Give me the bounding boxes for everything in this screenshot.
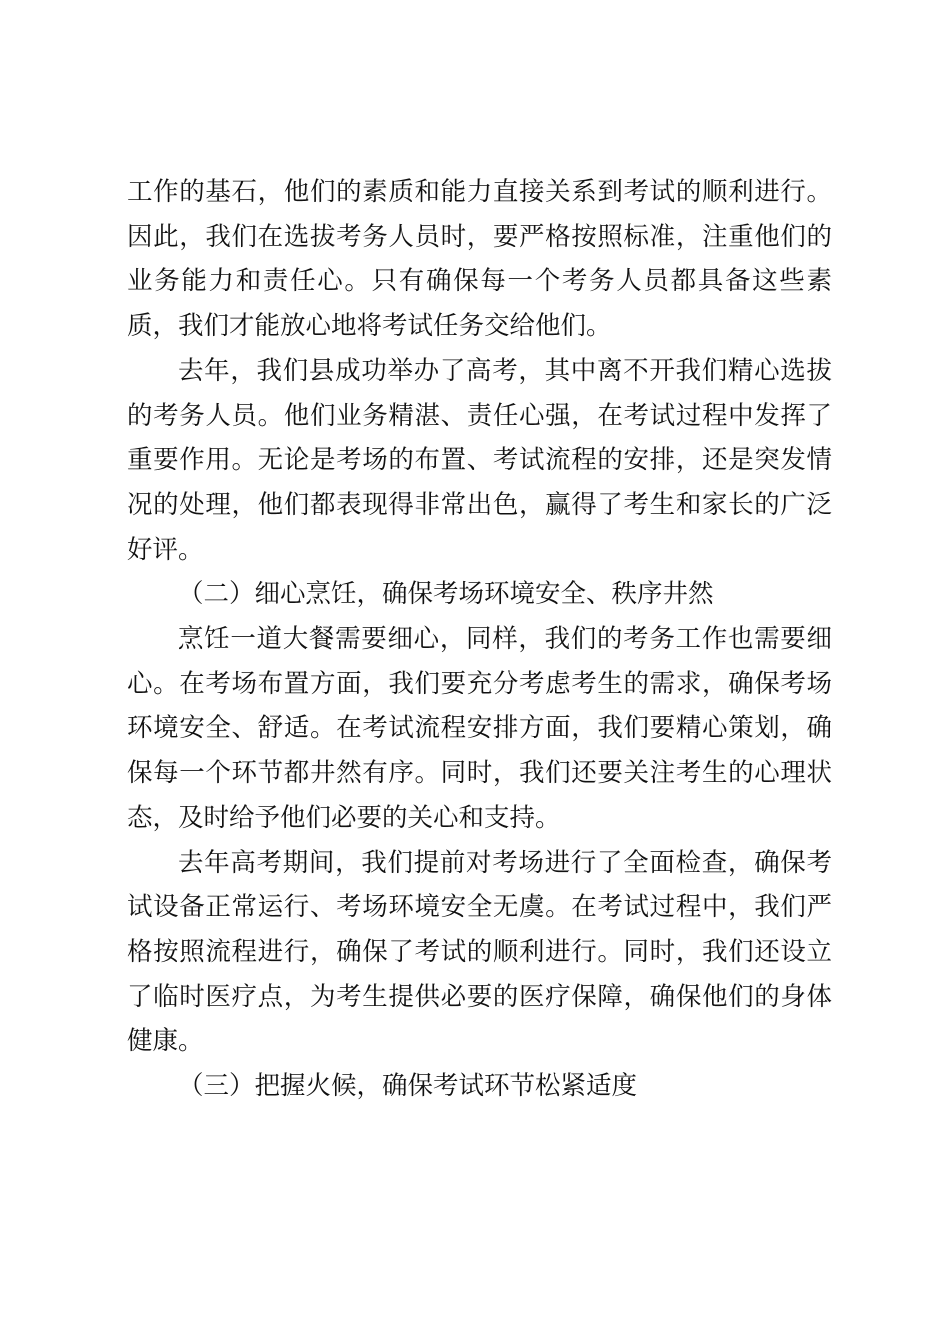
section-heading: （三）把握火候，确保考试环节松紧适度 <box>178 1071 638 1102</box>
document-body <box>127 170 832 1109</box>
section-heading: （二）细心烹饪，确保考场环境安全、秩序井然 <box>178 579 714 610</box>
paragraph: 去年高考期间，我们提前对考场进行了全面检查，确保考试设备正常运行、考场环境安全无虞。在考试过程中，我们严格按照流程进行，确保了考试的顺利进行。同时，我们还设立了临时医疗点，为考生提供必要的医疗保障，确保他们的身体健康。 <box>127 847 832 1057</box>
paragraph: 烹饪一道大餐需要细心，同样，我们的考务工作也需要细心。在考场布置方面，我们要充分考虑考生的需求，确保考场环境安全、舒适。在考试流程安排方面，我们要精心策划，确保每一个环节都井然有序。同时，我们还要关注考生的心理状态，及时给予他们必要的关心和支持。 <box>127 624 832 833</box>
paragraph-continued: 工作的基石，他们的素质和能力直接关系到考试的顺利进行。因此，我们在选拔考务人员时，要严格按照标准，注重他们的业务能力和责任心。只有确保每一个考务人员都具备这些素质，我们才能放心地将考试任务交给他们。 <box>127 177 832 342</box>
paragraph: 去年，我们县成功举办了高考，其中离不开我们精心选拔的考务人员。他们业务精湛、责任心强，在考试过程中发挥了重要作用。无论是考场的布置、考试流程的安排，还是突发情况的处理，他们都表现得非常出色，赢得了考生和家长的广泛好评。 <box>127 355 832 565</box>
